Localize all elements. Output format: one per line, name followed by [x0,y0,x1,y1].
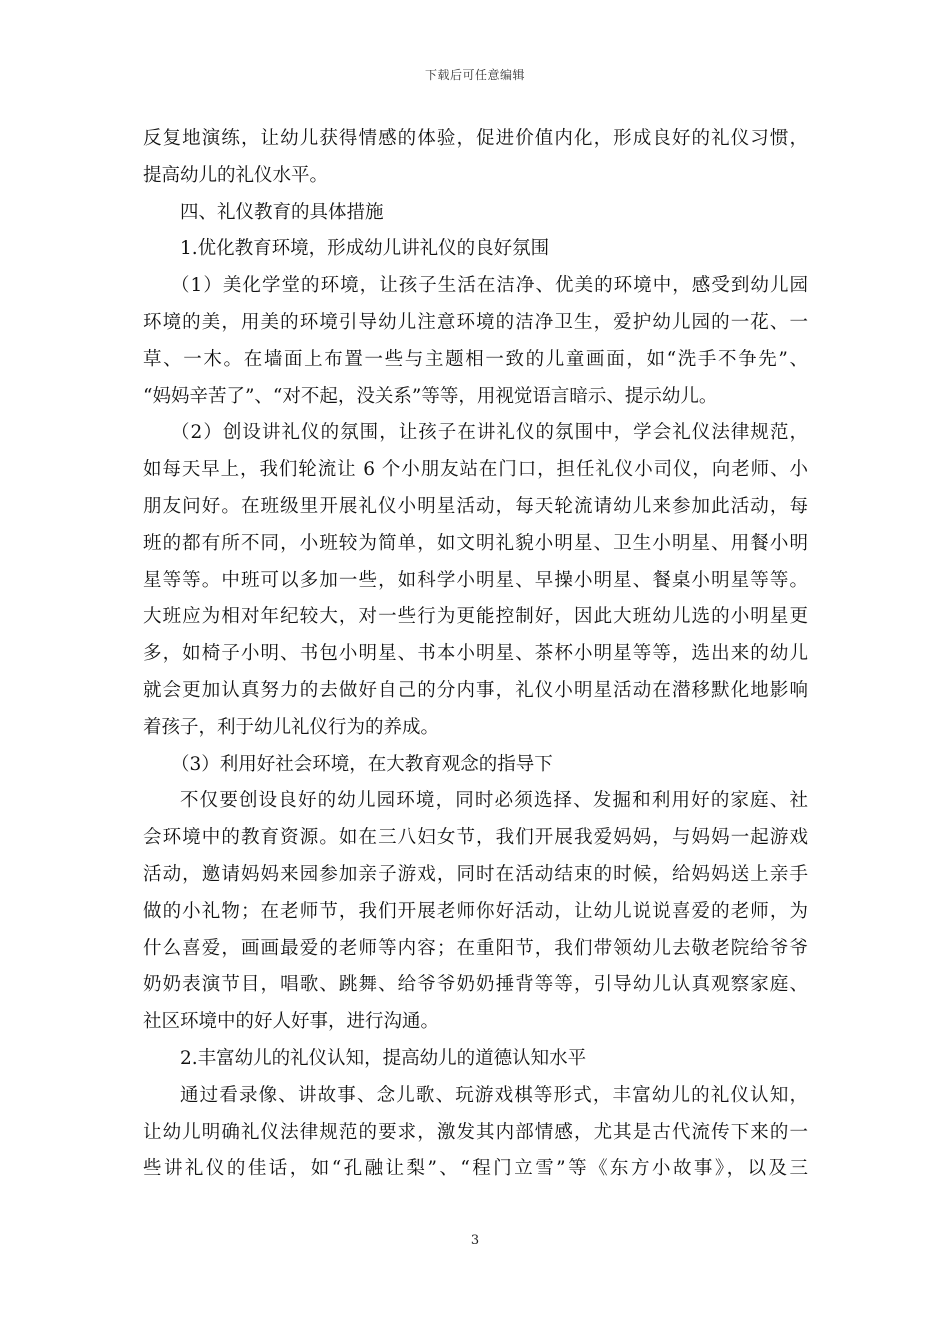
paragraph-line: 大班应为相对年纪较大，对一些行为更能控制好，因此大班幼儿选的小明星更 [143,606,808,628]
paragraph-line: 环境的美，用美的环境引导幼儿注意环境的洁净卫生，爱护幼儿园的一花、一 [143,311,808,333]
paragraph-line: 会环境中的教育资源。如在三八妇女节，我们开展我爱妈妈，与妈妈一起游戏 [143,827,808,849]
paragraph-line: 做的小礼物；在老师节，我们开展老师你好活动，让幼儿说说喜爱的老师，为 [143,900,808,922]
paragraph-line: 反复地演练，让幼儿获得情感的体验，促进价值内化，形成良好的礼仪习惯， [143,128,808,149]
subsection-heading: 2.丰富幼儿的礼仪认知，提高幼儿的道德认知水平 [180,1047,587,1069]
paragraph-line: 什么喜爱，画画最爱的老师等内容；在重阳节，我们带领幼儿去敬老院给爷爷 [143,937,808,959]
paragraph-line: 就会更加认真努力的去做好自己的分内事，礼仪小明星活动在潜移默化地影响 [143,679,808,701]
paragraph-line: 着孩子，利于幼儿礼仪行为的养成。 [143,716,440,738]
paragraph-line: 奶奶表演节目，唱歌、跳舞、给爷爷奶奶捶背等等，引导幼儿认真观察家庭、 [143,974,808,996]
paragraph-line: 些讲礼仪的佳话，如“孔融让梨”、“程门立雪”等《东方小故事》，以及三 [143,1158,808,1180]
paragraph-line: 提高幼儿的礼仪水平。 [143,164,329,186]
paragraph-line: 如每天早上，我们轮流让 6 个小朋友站在门口，担任礼仪小司仪，向老师、小 [143,459,808,481]
paragraph-line: “妈妈辛苦了”、“对不起，没关系”等等，用视觉语言暗示、提示幼儿。 [143,385,718,407]
page-number: 3 [470,1233,480,1248]
paragraph-line: 多，如椅子小明、书包小明星、书本小明星、茶杯小明星等等，选出来的幼儿 [143,643,808,665]
paragraph-line: 班的都有所不同，小班较为简单，如文明礼貌小明星、卫生小明星、用餐小明 [143,532,808,554]
subsection-heading: 1.优化教育环境，形成幼儿讲礼仪的良好氛围 [180,238,550,260]
paragraph-line: 通过看录像、讲故事、念儿歌、玩游戏棋等形式，丰富幼儿的礼仪认知， [180,1084,808,1106]
page-header: 下载后可任意编辑 [424,68,525,82]
section-heading: 四、礼仪教育的具体措施 [180,201,384,223]
paragraph-line: 朋友问好。在班级里开展礼仪小明星活动，每天轮流请幼儿来参加此活动，每 [143,495,808,517]
paragraph-line: （2）创设讲礼仪的氛围，让孩子在讲礼仪的氛围中，学会礼仪法律规范， [171,422,808,444]
paragraph-line: （3）利用好社会环境，在大教育观念的指导下 [171,753,553,775]
paragraph-line: 活动，邀请妈妈来园参加亲子游戏，同时在活动结束的时候，给妈妈送上亲手 [143,863,808,885]
paragraph-line: 星等等。中班可以多加一些，如科学小明星、早操小明星、餐桌小明星等等。 [143,569,808,591]
paragraph-line: 不仅要创设良好的幼儿园环境，同时必须选择、发掘和利用好的家庭、社 [180,790,808,812]
paragraph-line: 草、一木。在墙面上布置一些与主题相一致的儿童画面，如“洗手不争先”、 [143,348,808,370]
paragraph-line: 社区环境中的好人好事，进行沟通。 [143,1011,440,1033]
document-body [143,121,808,1188]
paragraph-line: 让幼儿明确礼仪法律规范的要求，激发其内部情感，尤其是古代流传下来的一 [143,1121,808,1143]
paragraph-line: （1）美化学堂的环境，让孩子生活在洁净、优美的环境中，感受到幼儿园 [171,275,808,297]
